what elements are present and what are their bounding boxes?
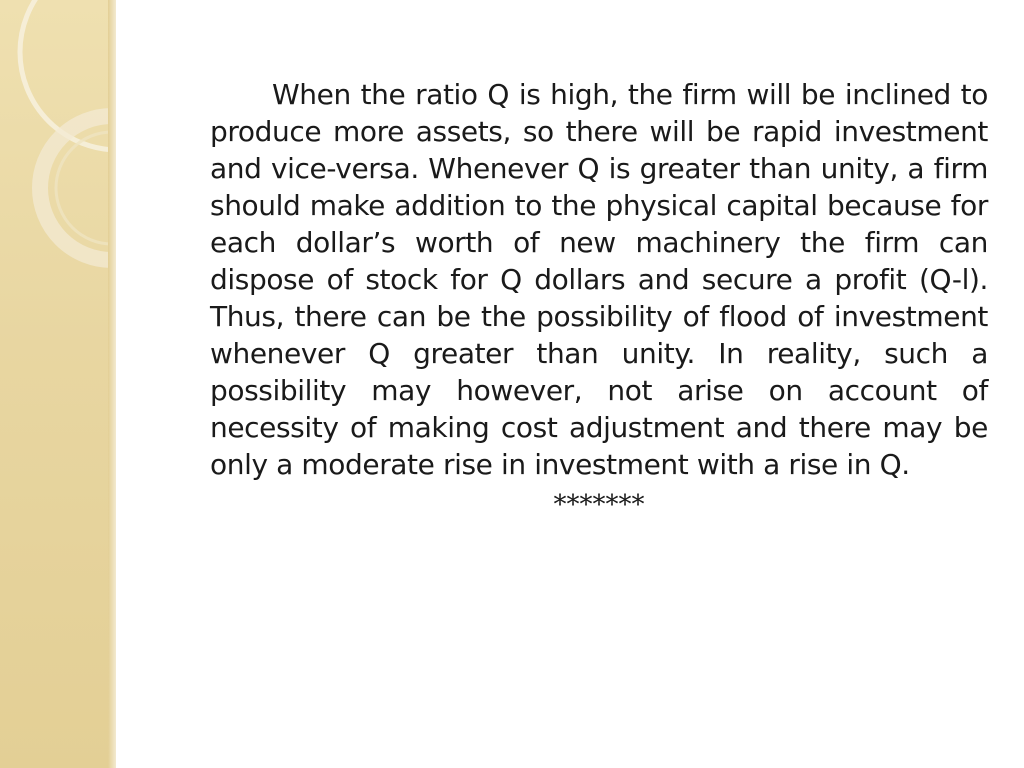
content-area bbox=[210, 76, 988, 524]
decorative-side-panel bbox=[0, 0, 112, 768]
decorative-rings-graphic bbox=[0, 0, 112, 768]
separator-asterisks: ******* bbox=[553, 490, 645, 520]
side-panel-edge bbox=[108, 0, 116, 768]
decorative-ring-middle bbox=[40, 116, 112, 260]
body-paragraph: When the ratio Q is high, the firm will be inclined to produce more assets, so there will be rapid investment and vice-versa. Whenever Q is greater than unity, a firm should make addition to the physical capital because for each dollar’s worth of new machinery the firm can dispose of stock for Q dollars and secure a profit (Q-l). Thus, there can be the possibility of flood of investment whenever Q greater than unity. In reality, such a possibility may however, not arise on account of necessity of making cost adjustment and there may be only a moderate rise in investment with a rise in Q. bbox=[210, 78, 988, 481]
